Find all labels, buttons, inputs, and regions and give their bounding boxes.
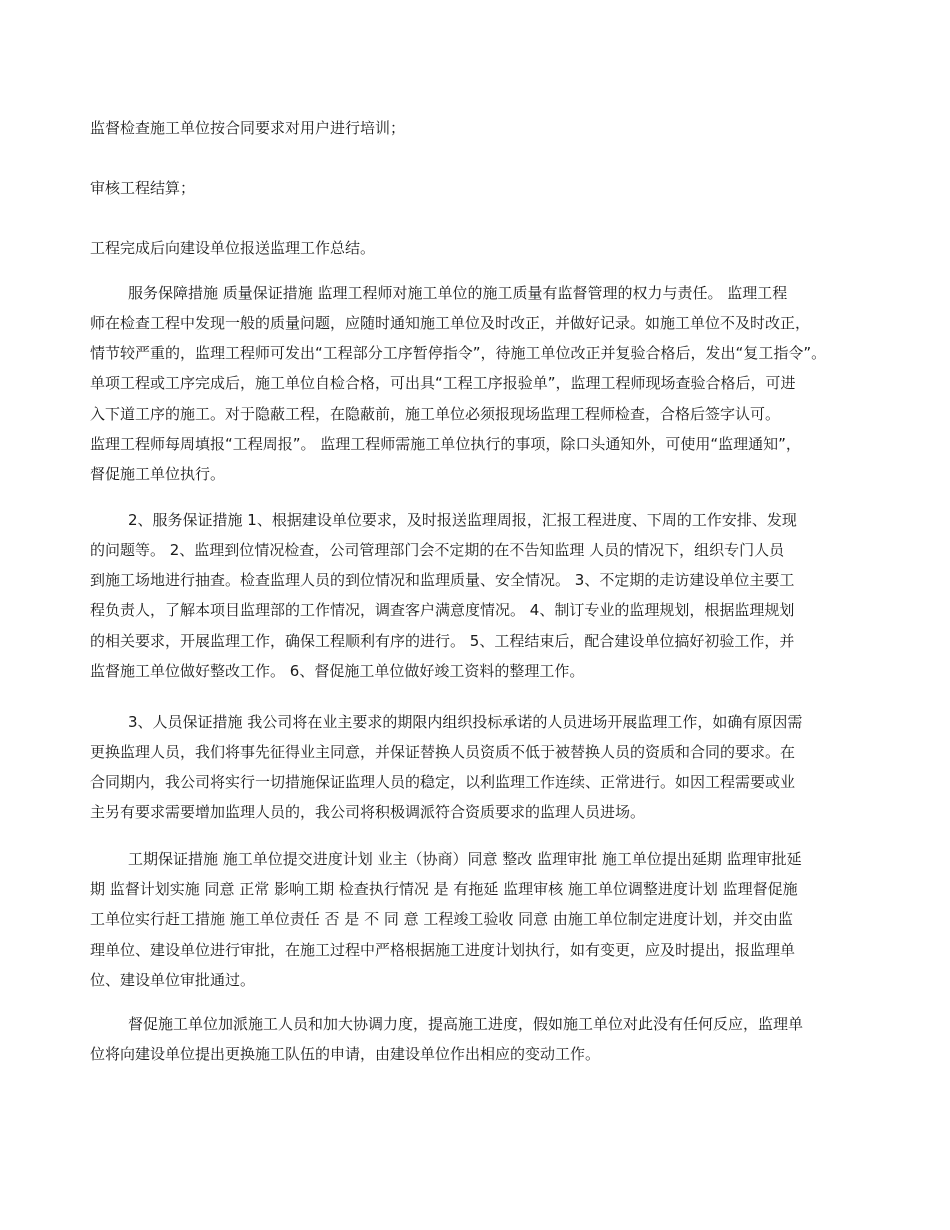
text-line: 位、建设单位审批通过。	[90, 971, 256, 989]
text-line: 监督检查施工单位按合同要求对用户进行培训；	[90, 119, 406, 137]
text-line: 工期保证措施 施工单位提交进度计划 业主（协商）同意 整改 监理审批 施工单位提出延期 监理审批延	[128, 850, 802, 868]
text-line: 程负责人，了解本项目监理部的工作情况，调查客户满意度情况。 4、制订专业的监理规划，根据监理规划	[90, 601, 795, 619]
text-line: 监理工程师每周填报“工程周报”。 监理工程师需施工单位执行的事项，除口头通知外，可使用“监理通知”，	[90, 435, 801, 453]
text-line: 单项工程或工序完成后，施工单位自检合格，可出具“工程工序报验单”，监理工程师现场查验合格后，可进	[90, 374, 796, 392]
text-line: 理单位、建设单位进行审批，在施工过程中严格根据施工进度计划执行，如有变更，应及时提出，报监理单	[90, 941, 796, 959]
text-line: 入下道工序的施工。对于隐蔽工程，在隐蔽前，施工单位必须报现场监理工程师检查，合格后签字认可。	[90, 405, 781, 423]
text-line: 服务保障措施 质量保证措施 监理工程师对施工单位的施工质量有监督管理的权力与责任。 监理工程	[128, 284, 788, 302]
text-line: 的问题等。 2、监理到位情况检查，公司管理部门会不定期的在不告知监理 人员的情况下，组织专门人员	[90, 541, 785, 559]
text-line: 到施工场地进行抽查。检查监理人员的到位情况和监理质量、安全情况。 3、不定期的走访建设单位主要工	[90, 571, 795, 589]
text-line: 情节较严重的，监理工程师可发出“工程部分工序暂停指令”，待施工单位改正并复验合格后，发出“复工指令”。	[90, 344, 827, 362]
text-line: 师在检查工程中发现一般的质量问题，应随时通知施工单位及时改正，并做好记录。如施工单位不及时改正，	[90, 314, 811, 332]
text-line: 的相关要求，开展监理工作，确保工程顺利有序的进行。 5、工程结束后，配合建设单位搞好初验工作，并	[90, 632, 795, 650]
text-line: 3、人员保证措施 我公司将在业主要求的期限内组织投标承诺的人员进场开展监理工作，如确有原因需	[128, 713, 803, 731]
text-line: 合同期内，我公司将实行一切措施保证监理人员的稳定，以利监理工作连续、正常进行。如因工程需要或业	[90, 773, 796, 791]
text-line: 2、服务保证措施 1、根据建设单位要求，及时报送监理周报，汇报工程进度、下周的工作安排、发现	[128, 511, 797, 529]
text-line: 期 监督计划实施 同意 正常 影响工期 检查执行情况 是 有拖延 监理审核 施工单位调整进度计划 监理督促施	[90, 880, 798, 898]
text-line: 工单位实行赶工措施 施工单位责任 否 是 不 同 意 工程竣工验收 同意 由施工单位制定进度计划，并交由监	[90, 910, 793, 928]
text-line: 督促施工单位执行。	[90, 465, 226, 483]
text-line: 督促施工单位加派施工人员和加大协调力度，提高施工进度，假如施工单位对此没有任何反应，监理单	[128, 1015, 804, 1033]
text-line: 监督施工单位做好整改工作。 6、督促施工单位做好竣工资料的整理工作。	[90, 662, 585, 680]
text-line: 更换监理人员，我们将事先征得业主同意，并保证替换人员资质不低于被替换人员的资质和合同的要求。在	[90, 743, 796, 761]
text-line: 位将向建设单位提出更换施工队伍的申请，由建设单位作出相应的变动工作。	[90, 1045, 601, 1063]
text-line: 审核工程结算；	[90, 179, 196, 197]
text-line: 工程完成后向建设单位报送监理工作总结。	[90, 239, 376, 257]
text-line: 主另有要求需要增加监理人员的，我公司将积极调派符合资质要求的监理人员进场。	[90, 803, 646, 821]
